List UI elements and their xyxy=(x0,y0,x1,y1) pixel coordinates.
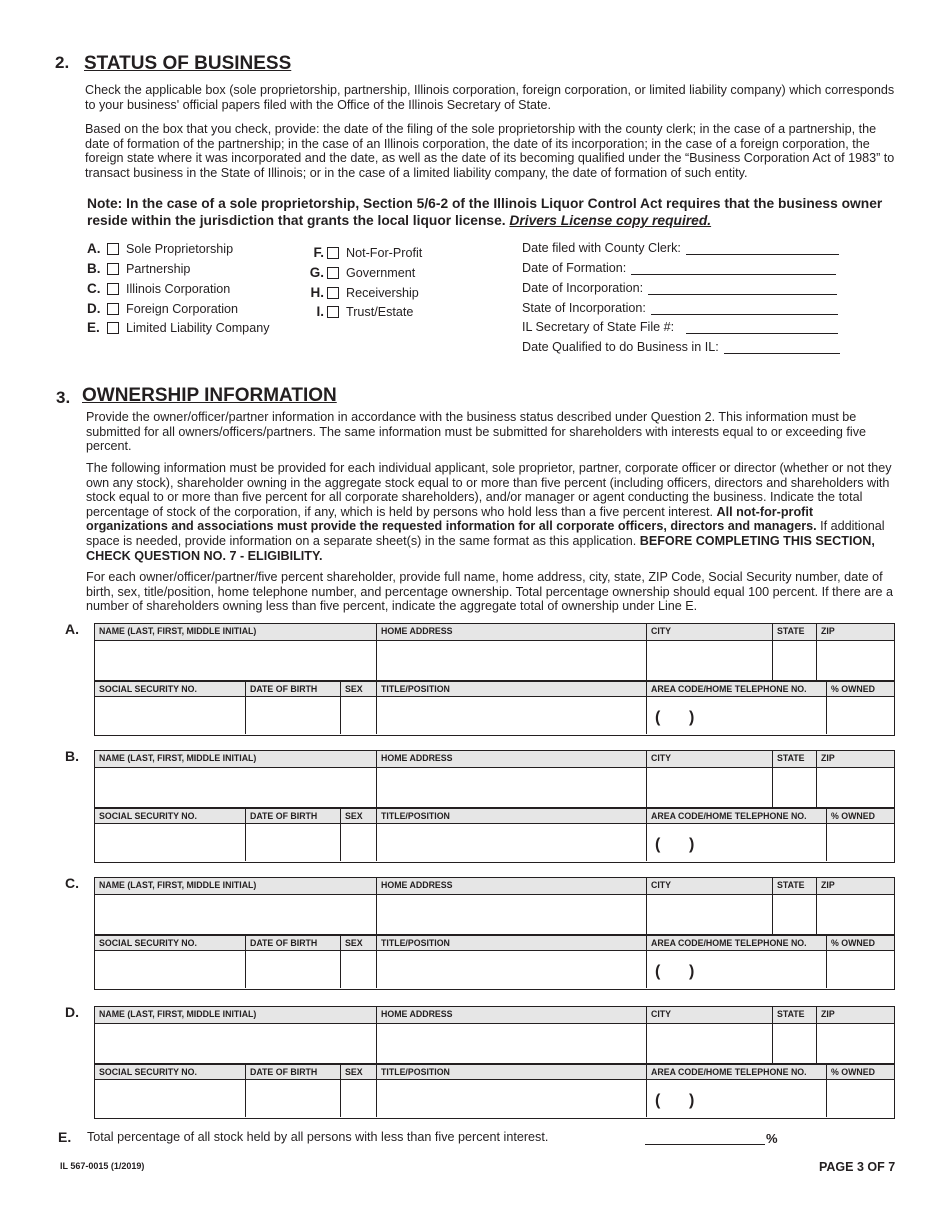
phone-paren-open: ( xyxy=(655,836,661,853)
name-input[interactable] xyxy=(95,1023,376,1063)
note-required: Drivers License copy required. xyxy=(509,213,712,228)
city-input[interactable] xyxy=(646,1023,772,1063)
dob-input[interactable] xyxy=(245,823,340,861)
owned-input[interactable] xyxy=(826,950,894,988)
header-address: HOME ADDRESS xyxy=(376,624,646,640)
field-date-qualified[interactable] xyxy=(522,340,840,354)
zip-input[interactable] xyxy=(816,767,894,807)
option-letter: I. xyxy=(316,304,324,319)
zip-input[interactable] xyxy=(816,640,894,680)
address-input[interactable] xyxy=(376,1023,646,1063)
field-line[interactable] xyxy=(651,313,838,315)
header-zip: ZIP xyxy=(816,1007,894,1023)
header-owned: % OWNED xyxy=(826,934,894,950)
state-input[interactable] xyxy=(772,1023,816,1063)
option-partnership[interactable] xyxy=(87,261,190,276)
line-e-input[interactable] xyxy=(645,1144,765,1145)
option-government[interactable] xyxy=(303,265,415,280)
header-zip: ZIP xyxy=(816,878,894,894)
state-input[interactable] xyxy=(772,767,816,807)
header-sex: SEX xyxy=(340,1063,376,1079)
state-input[interactable] xyxy=(772,894,816,934)
name-input[interactable] xyxy=(95,767,376,807)
header-dob: DATE OF BIRTH xyxy=(245,934,340,950)
section-3-para-1: Provide the owner/officer/partner information in accordance with the business status described under Question 2. This information must be submitted for all owners/officers/partners. The same information must be submitted for shareholders with interests equal to or exceeding five percent. xyxy=(86,410,867,454)
field-label: Date of Incorporation: xyxy=(522,281,644,295)
field-state-of-incorporation[interactable] xyxy=(522,301,838,315)
header-ssn: SOCIAL SECURITY NO. xyxy=(95,680,245,696)
field-date-of-formation[interactable] xyxy=(522,261,836,275)
header-name: NAME (LAST, FIRST, MIDDLE INITIAL) xyxy=(95,751,376,767)
field-label: State of Incorporation: xyxy=(522,301,646,315)
owned-input[interactable] xyxy=(826,823,894,861)
option-illinois-corporation[interactable] xyxy=(87,281,230,296)
sex-input[interactable] xyxy=(340,950,376,988)
section-3-number: 3. xyxy=(56,388,71,407)
city-input[interactable] xyxy=(646,640,772,680)
field-label: Date of Formation: xyxy=(522,261,627,275)
address-input[interactable] xyxy=(376,894,646,934)
header-phone: AREA CODE/HOME TELEPHONE NO. xyxy=(646,807,826,823)
para-2-bold-2: BEFORE COMPLETING THIS SECTION, CHECK QUESTION NO. 7 - ELIGIBILITY. xyxy=(86,533,875,563)
option-label: Sole Proprietorship xyxy=(126,241,234,256)
checkbox[interactable] xyxy=(107,243,119,255)
entry-letter: D. xyxy=(65,1004,79,1020)
header-city: CITY xyxy=(646,624,772,640)
dob-input[interactable] xyxy=(245,1079,340,1117)
option-not-for-profit[interactable] xyxy=(303,245,422,260)
phone-paren-close: ) xyxy=(689,1092,695,1109)
header-zip: ZIP xyxy=(816,751,894,767)
option-letter: H. xyxy=(310,285,324,300)
header-ssn: SOCIAL SECURITY NO. xyxy=(95,807,245,823)
option-label: Foreign Corporation xyxy=(126,301,239,316)
header-city: CITY xyxy=(646,1007,772,1023)
header-title: TITLE/POSITION xyxy=(376,807,646,823)
header-dob: DATE OF BIRTH xyxy=(245,807,340,823)
header-sex: SEX xyxy=(340,934,376,950)
phone-input[interactable] xyxy=(646,823,826,861)
section-2-para-1: Check the applicable box (sole proprietorship, partnership, Illinois corporation, foreign corporation, or limited liability company) which corresponds to your business' official papers filed with the Office of the Illinois Secretary of State. xyxy=(85,83,895,112)
owner-table-c xyxy=(94,877,895,990)
header-phone: AREA CODE/HOME TELEPHONE NO. xyxy=(646,680,826,696)
zip-input[interactable] xyxy=(816,894,894,934)
field-sos-file-number[interactable] xyxy=(522,320,838,334)
header-sex: SEX xyxy=(340,807,376,823)
section-2-number: 2. xyxy=(55,53,70,72)
header-city: CITY xyxy=(646,751,772,767)
field-date-of-incorporation[interactable] xyxy=(522,281,837,295)
option-letter: D. xyxy=(87,301,101,316)
owned-input[interactable] xyxy=(826,1079,894,1117)
option-label: Partnership xyxy=(126,261,191,276)
phone-paren-open: ( xyxy=(655,709,661,726)
header-state: STATE xyxy=(772,1007,816,1023)
sex-input[interactable] xyxy=(340,1079,376,1117)
para-2-text: The following information must be provided for each individual applicant, sole proprietor, partner, corporate officer or director (whether or not they own any stock), shareholder owning in the aggregate stock equal to or more than five percent (including officers, directors and shareholders with stock equal to or more than five percent for all corporate shareholders), and/or manager or agent conducting the business. Indicate the total percentage of stock of the corporation, if any, which is held by persons who hold less than a five percent interest. xyxy=(86,461,892,519)
phone-paren-close: ) xyxy=(689,963,695,980)
ssn-input[interactable] xyxy=(95,823,245,861)
section-2-title: STATUS OF BUSINESS xyxy=(84,53,292,74)
option-label: Trust/Estate xyxy=(346,304,414,319)
option-trust-estate[interactable] xyxy=(303,304,413,319)
header-owned: % OWNED xyxy=(826,1063,894,1079)
header-title: TITLE/POSITION xyxy=(376,934,646,950)
section-2-para-2: Based on the box that you check, provide: the date of the filing of the sole proprietorship with the county clerk; in the case of a partnership, the date of formation of the partnership; in the case of an Illinois corporation, the date of its incorporation; in the case of a foreign corporation, the foreign state where it was incorporated and the date, as well as the date of its becoming qualified under the “Business Corporation Act of 1983” to transact business in the State of Illinois; or in the case of a limited liability company, the date of formation of such entity. xyxy=(85,122,895,180)
checkbox[interactable] xyxy=(327,287,339,299)
address-input[interactable] xyxy=(376,767,646,807)
address-input[interactable] xyxy=(376,640,646,680)
field-line[interactable] xyxy=(724,352,840,354)
header-ssn: SOCIAL SECURITY NO. xyxy=(95,934,245,950)
header-state: STATE xyxy=(772,751,816,767)
city-input[interactable] xyxy=(646,767,772,807)
checkbox[interactable] xyxy=(107,322,119,334)
header-sex: SEX xyxy=(340,680,376,696)
field-label: Date Qualified to do Business in IL: xyxy=(522,340,719,354)
sex-input[interactable] xyxy=(340,696,376,734)
phone-paren-open: ( xyxy=(655,1092,661,1109)
checkbox[interactable] xyxy=(107,263,119,275)
option-foreign-corporation[interactable] xyxy=(87,301,238,316)
option-label: Government xyxy=(346,265,416,280)
ssn-input[interactable] xyxy=(95,696,245,734)
section-3-title: OWNERSHIP INFORMATION xyxy=(82,385,337,406)
line-e-letter: E. xyxy=(58,1129,72,1145)
header-ssn: SOCIAL SECURITY NO. xyxy=(95,1063,245,1079)
phone-paren-close: ) xyxy=(689,709,695,726)
ssn-input[interactable] xyxy=(95,1079,245,1117)
field-label: IL Secretary of State File #: xyxy=(522,320,675,334)
option-receivership[interactable] xyxy=(303,285,419,300)
option-label: Not-For-Profit xyxy=(346,245,423,260)
header-name: NAME (LAST, FIRST, MIDDLE INITIAL) xyxy=(95,878,376,894)
header-zip: ZIP xyxy=(816,624,894,640)
entry-letter: B. xyxy=(65,748,79,764)
option-label: Limited Liability Company xyxy=(126,320,270,335)
header-dob: DATE OF BIRTH xyxy=(245,1063,340,1079)
owner-table-b xyxy=(94,750,895,863)
title-input[interactable] xyxy=(376,1079,646,1117)
entry-letter: A. xyxy=(65,621,79,637)
phone-input[interactable] xyxy=(646,696,826,734)
option-letter: A. xyxy=(87,241,101,256)
option-sole-proprietorship[interactable] xyxy=(87,241,233,256)
name-input[interactable] xyxy=(95,640,376,680)
header-address: HOME ADDRESS xyxy=(376,1007,646,1023)
page-number: PAGE 3 OF 7 xyxy=(819,1160,896,1174)
header-owned: % OWNED xyxy=(826,680,894,696)
checkbox[interactable] xyxy=(107,283,119,295)
header-address: HOME ADDRESS xyxy=(376,751,646,767)
owner-table-d xyxy=(94,1006,895,1119)
state-input[interactable] xyxy=(772,640,816,680)
header-name: NAME (LAST, FIRST, MIDDLE INITIAL) xyxy=(95,1007,376,1023)
option-label: Illinois Corporation xyxy=(126,281,231,296)
checkbox[interactable] xyxy=(327,267,339,279)
header-phone: AREA CODE/HOME TELEPHONE NO. xyxy=(646,1063,826,1079)
note-label: Note: xyxy=(87,196,123,211)
field-line[interactable] xyxy=(686,253,839,255)
field-line[interactable] xyxy=(686,332,838,334)
name-input[interactable] xyxy=(95,894,376,934)
phone-input[interactable] xyxy=(646,1079,826,1117)
checkbox[interactable] xyxy=(327,306,339,318)
dob-input[interactable] xyxy=(245,696,340,734)
option-letter: C. xyxy=(87,281,101,296)
city-input[interactable] xyxy=(646,894,772,934)
option-letter: E. xyxy=(87,320,100,335)
phone-paren-open: ( xyxy=(655,963,661,980)
checkbox[interactable] xyxy=(327,247,339,259)
header-address: HOME ADDRESS xyxy=(376,878,646,894)
section-2-note xyxy=(87,195,902,229)
owned-input[interactable] xyxy=(826,696,894,734)
para-2-bold: All not-for-profit organizations and associations must provide the requested information for all corporate officers, directors and managers. xyxy=(86,504,817,534)
owner-table-a xyxy=(94,623,895,736)
header-title: TITLE/POSITION xyxy=(376,1063,646,1079)
zip-input[interactable] xyxy=(816,1023,894,1063)
phone-input[interactable] xyxy=(646,950,826,988)
option-label: Receivership xyxy=(346,285,419,300)
form-id: IL 567-0015 (1/2019) xyxy=(60,1161,145,1171)
phone-paren-close: ) xyxy=(689,836,695,853)
para-2-text-2: If additional space is needed, provide information on a separate sheet(s) in the same format as this application. xyxy=(86,519,885,548)
dob-input[interactable] xyxy=(245,950,340,988)
header-title: TITLE/POSITION xyxy=(376,680,646,696)
field-line[interactable] xyxy=(648,293,837,295)
checkbox[interactable] xyxy=(107,303,119,315)
field-line[interactable] xyxy=(631,273,836,275)
header-dob: DATE OF BIRTH xyxy=(245,680,340,696)
line-e-percent: % xyxy=(766,1131,778,1146)
header-city: CITY xyxy=(646,878,772,894)
section-3-para-3: For each owner/officer/partner/five percent shareholder, provide full name, home address, city, state, ZIP Code, Social Security number, date of birth, sex, title/position, home telephone number, and percentage ownership. Total percentage ownership should equal 100 percent. If there are a number of shareholders owning less than five percent, indicate the aggregate total of ownership under Line E. xyxy=(86,570,893,614)
section-3-para-2 xyxy=(86,461,896,563)
header-owned: % OWNED xyxy=(826,807,894,823)
header-state: STATE xyxy=(772,624,816,640)
option-letter: F. xyxy=(313,245,324,260)
field-date-filed-county-clerk[interactable] xyxy=(522,241,839,255)
entry-letter: C. xyxy=(65,875,79,891)
line-e-text: Total percentage of all stock held by all persons with less than five percent interest. xyxy=(87,1130,549,1144)
field-label: Date filed with County Clerk: xyxy=(522,241,681,255)
option-letter: G. xyxy=(309,265,324,280)
note-text: In the case of a sole proprietorship, Section 5/6-2 of the Illinois Liquor Control Act requires that the business owner reside within the jurisdiction that grants the local liquor license. xyxy=(87,196,883,228)
title-input[interactable] xyxy=(376,823,646,861)
option-letter: B. xyxy=(87,261,101,276)
header-name: NAME (LAST, FIRST, MIDDLE INITIAL) xyxy=(95,624,376,640)
option-llc[interactable] xyxy=(87,320,270,335)
header-phone: AREA CODE/HOME TELEPHONE NO. xyxy=(646,934,826,950)
title-input[interactable] xyxy=(376,696,646,734)
title-input[interactable] xyxy=(376,950,646,988)
header-state: STATE xyxy=(772,878,816,894)
sex-input[interactable] xyxy=(340,823,376,861)
ssn-input[interactable] xyxy=(95,950,245,988)
